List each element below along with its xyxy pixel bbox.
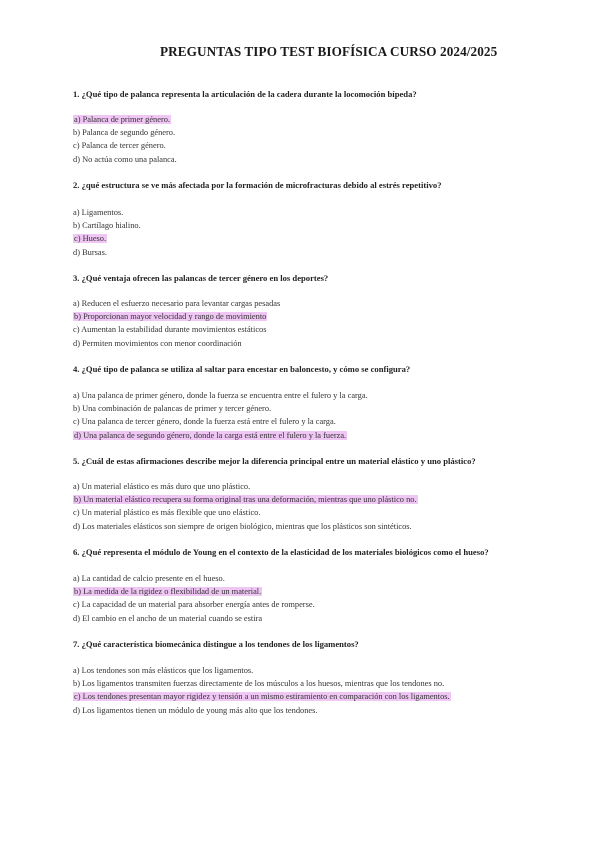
question-3-text: 3. ¿Qué ventaja ofrecen las palancas de tercer género en los deportes?	[73, 273, 329, 283]
question-7-option-a: a) Los tendones son más elásticos que los ligamentos.	[73, 666, 254, 675]
answer-highlight: d) Una palanca de segundo género, donde la carga está entre el fulero y la fuerza.	[74, 431, 347, 440]
question-5-option-a: a) Un material elástico es más duro que uno plástico.	[73, 482, 251, 491]
question-2-option-b: b) Cartílago hialino.	[73, 221, 141, 230]
question-4-option-d	[73, 430, 347, 441]
answer-highlight: b) Un material elástico recupera su forma original tras una deformación, mientras que uno plástico no.	[74, 495, 417, 504]
question-2-text: 2. ¿qué estructura se ve más afectada por la formación de microfracturas debido al estrés repetitivo?	[73, 180, 442, 190]
question-5-text: 5. ¿Cuál de estas afirmaciones describe mejor la diferencia principal entre un material elástico y uno plástico?	[73, 456, 476, 466]
question-4-option-c: c) Una palanca de tercer género, donde la fuerza está entre el fulero y la carga.	[73, 417, 336, 426]
document-title: PREGUNTAS TIPO TEST BIOFÍSICA CURSO 2024/2025	[160, 44, 498, 59]
answer-highlight: a) Palanca de primer género.	[74, 115, 171, 124]
question-6-option-a: a) La cantidad de calcio presente en el hueso.	[73, 574, 225, 583]
answer-highlight: b) Proporcionan mayor velocidad y rango de movimiento	[74, 312, 267, 321]
question-4-text: 4. ¿Qué tipo de palanca se utiliza al saltar para encestar en baloncesto, y cómo se configura?	[73, 364, 411, 374]
question-6-option-d: d) El cambio en el ancho de un material cuando se estira	[73, 614, 263, 623]
question-1-option-a	[73, 114, 171, 125]
question-2-option-c	[73, 233, 107, 244]
question-1-option-d: d) No actúa como una palanca.	[73, 155, 177, 164]
question-3-option-c: c) Aumentan la estabilidad durante movimientos estáticos	[73, 325, 267, 334]
question-6-option-b	[73, 586, 262, 597]
question-7-option-d: d) Los ligamentos tienen un módulo de young más alto que los tendones.	[73, 706, 318, 715]
question-2-option-d: d) Bursas.	[73, 248, 107, 257]
question-1-option-c: c) Palanca de tercer género.	[73, 141, 166, 150]
question-3-option-a: a) Reducen el esfuerzo necesario para levantar cargas pesadas	[73, 299, 281, 308]
question-7-option-c	[73, 691, 451, 702]
question-5-option-c: c) Un material plástico es más flexible que uno elástico.	[73, 508, 261, 517]
question-6-text: 6. ¿Qué representa el módulo de Young en el contexto de la elasticidad de los materiales biológicos como el hueso?	[73, 547, 489, 557]
question-1-text: 1. ¿Qué tipo de palanca representa la articulación de la cadera durante la locomoción bípeda?	[73, 89, 417, 99]
answer-highlight: b) La medida de la rigidez o flexibilidad de un material.	[74, 587, 262, 596]
question-4-option-a: a) Una palanca de primer género, donde la fuerza se encuentra entre el fulero y la carga.	[73, 391, 368, 400]
question-5-option-b	[73, 494, 418, 505]
question-7-option-b: b) Los ligamentos transmiten fuerzas directamente de los músculos a los huesos, mientras que los tendones no.	[73, 679, 445, 688]
question-5-option-d: d) Los materiales elásticos son siempre de origen biológico, mientras que los plásticos son sintéticos.	[73, 522, 412, 531]
question-7-text: 7. ¿Qué característica biomecánica distingue a los tendones de los ligamentos?	[73, 639, 359, 649]
question-3-option-b	[73, 311, 267, 322]
question-6-option-c: c) La capacidad de un material para absorber energía antes de romperse.	[73, 600, 315, 609]
answer-highlight: c) Los tendones presentan mayor rigidez y tensión a un mismo estiramiento en comparación con los ligamentos.	[74, 692, 450, 701]
answer-highlight: c) Hueso.	[74, 234, 107, 243]
question-4-option-b: b) Una combinación de palancas de primer y tercer género.	[73, 404, 272, 413]
question-1-option-b: b) Palanca de segundo género.	[73, 128, 176, 137]
question-3-option-d: d) Permiten movimientos con menor coordinación	[73, 339, 242, 348]
question-2-option-a: a) Ligamentos.	[73, 208, 124, 217]
